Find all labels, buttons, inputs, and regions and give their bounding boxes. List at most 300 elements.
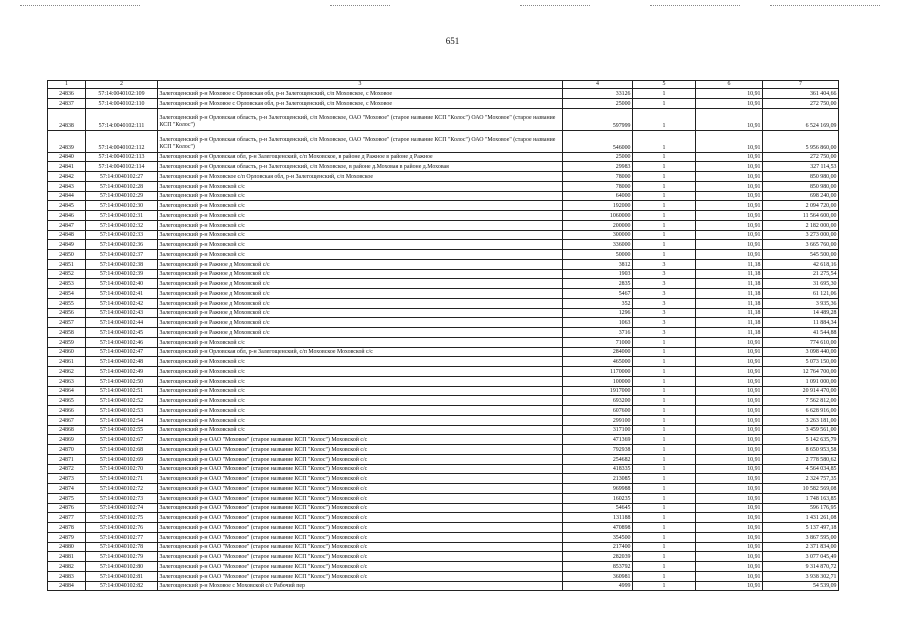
cadastral-number: 57:14:0040102:54 [86,415,158,425]
row-number: 24848 [48,230,86,240]
cadastral-number: 57:14:0040102:112 [86,130,158,152]
coefficient: 1 [633,445,696,455]
location-description: Залегощенский р-н ОАО "Моховое" (старое название КСП "Колос") Моховской с/с [158,503,563,513]
coefficient: 1 [633,191,696,201]
location-description: Залегощенский р-н Моховской с/с [158,240,563,250]
row-number: 24884 [48,581,86,591]
area: 471369 [563,435,633,445]
table-row [48,454,839,464]
area: 160235 [563,493,633,503]
location-description: Залегощенский р-н Ражное д Моховской с/с [158,259,563,269]
coefficient: 3 [633,269,696,279]
cadastral-value: 9 314 870,72 [763,562,839,572]
cadastral-value: 2 778 580,62 [763,454,839,464]
location-description: Залегощенский р-н ОАО "Моховое" (старое название КСП "Колос") Моховской с/с [158,435,563,445]
cadastral-value: 5 142 635,79 [763,435,839,445]
area: 1063 [563,318,633,328]
row-number: 24883 [48,571,86,581]
table-row [48,396,839,406]
cadastral-value: 698 240,00 [763,191,839,201]
cadastral-value: 4 564 034,85 [763,464,839,474]
location-description: Залегощенский р-н Моховской с/с [158,425,563,435]
location-description: Залегощенский р-н Орловская обл, р-н Залегощенский, с/п Моховское, в районе д Ражное в районе д Ражное [158,152,563,162]
area: 71000 [563,337,633,347]
coefficient: 1 [633,396,696,406]
cadastral-value: 12 764 700,00 [763,367,839,377]
cadastral-value: 2 371 834,00 [763,542,839,552]
cadastral-number: 57:14:0040102:51 [86,386,158,396]
coefficient: 3 [633,289,696,299]
area: 597999 [563,108,633,130]
column-header: 5 [633,81,696,89]
location-description: Залегощенский р-н Орловская обл, р-н Залегощенский, с/п Моховское Моховской с/с [158,347,563,357]
coefficient: 3 [633,279,696,289]
cadastral-number: 57:14:0040102:37 [86,250,158,260]
area: 54645 [563,503,633,513]
row-number: 24858 [48,328,86,338]
location-description: Залегощенский р-н Моховской с/с [158,220,563,230]
coefficient: 1 [633,474,696,484]
table-row [48,503,839,513]
row-number: 24874 [48,484,86,494]
cadastral-number: 57:14:0040102:44 [86,318,158,328]
area: 360981 [563,571,633,581]
cadastral-value: 8 650 953,58 [763,445,839,455]
coefficient: 1 [633,562,696,572]
row-number: 24853 [48,279,86,289]
location-description: Залегощенский р-н ОАО "Моховое" (старое название КСП "Колос") Моховской с/с [158,474,563,484]
cadastral-number: 57:14:0040102:28 [86,181,158,191]
cadastral-value: 3 263 181,00 [763,415,839,425]
scan-noise [650,5,740,8]
location-description: Залегощенский р-н Моховской с/с [158,415,563,425]
row-number: 24847 [48,220,86,230]
location-description: Залегощенский р-н Ражное д Моховской с/с [158,328,563,338]
area: 607600 [563,406,633,416]
coefficient: 1 [633,211,696,221]
location-description: Залегощенский р-н Моховской с/с [158,230,563,240]
cadastral-number: 57:14:0040102:82 [86,581,158,591]
table-row [48,308,839,318]
rate: 10,91 [696,337,763,347]
area: 418335 [563,464,633,474]
cadastral-number: 57:14:0040102:67 [86,435,158,445]
location-description: Залегощенский р-н ОАО "Моховое" (старое название КСП "Колос") Моховской с/с [158,445,563,455]
rate: 10,91 [696,347,763,357]
rate: 10,91 [696,376,763,386]
table-row [48,425,839,435]
table-row [48,367,839,377]
location-description: Залегощенский р-н Моховской с/с [158,250,563,260]
location-description: Залегощенский р-н Ражное д Моховской с/с [158,279,563,289]
rate: 11,18 [696,298,763,308]
cadastral-number: 57:14:0040102:43 [86,308,158,318]
coefficient: 1 [633,513,696,523]
coefficient: 1 [633,454,696,464]
cadastral-value: 2 094 720,00 [763,201,839,211]
location-description: Залегощенский р-н Моховской с/с [158,406,563,416]
table-row [48,386,839,396]
cadastral-value: 6 628 916,00 [763,406,839,416]
cadastral-number: 57:14:0040102:48 [86,357,158,367]
row-number: 24840 [48,152,86,162]
location-description: Залегощенский р-н Ражное д Моховской с/с [158,269,563,279]
cadastral-number: 57:14:0040102:73 [86,493,158,503]
rate: 10,91 [696,523,763,533]
cadastral-value: 3 935,36 [763,298,839,308]
area: 100000 [563,376,633,386]
cadastral-value: 3 459 561,00 [763,425,839,435]
coefficient: 1 [633,357,696,367]
cadastral-value: 5 956 860,00 [763,130,839,152]
location-description: Залегощенский р-н ОАО "Моховое" (старое название КСП "Колос") Моховской с/с [158,542,563,552]
rate: 10,91 [696,191,763,201]
table-row [48,191,839,201]
coefficient: 1 [633,503,696,513]
cadastral-number: 57:14:0040102:49 [86,367,158,377]
rate: 10,91 [696,445,763,455]
table-row [48,130,839,152]
location-description: Залегощенский р-н Моховской с/с [158,386,563,396]
coefficient: 1 [633,484,696,494]
rate: 10,91 [696,484,763,494]
coefficient: 1 [633,181,696,191]
table-row [48,230,839,240]
coefficient: 1 [633,552,696,562]
cadastral-number: 57:14:0040102:41 [86,289,158,299]
rate: 10,91 [696,367,763,377]
location-description: Залегощенский р-н Моховской с/с [158,191,563,201]
cadastral-number: 57:14:0040102:113 [86,152,158,162]
location-description: Залегощенский р-н ОАО "Моховое" (старое название КСП "Колос") Моховской с/с [158,523,563,533]
table-row [48,493,839,503]
row-number: 24862 [48,367,86,377]
location-description: Залегощенский р-н Ражное д Моховской с/с [158,318,563,328]
cadastral-number: 57:14:0040102:76 [86,523,158,533]
area: 131188 [563,513,633,523]
rate: 10,91 [696,211,763,221]
row-number: 24842 [48,172,86,182]
cadastral-number: 57:14:0040102:74 [86,503,158,513]
table-row [48,328,839,338]
location-description: Залегощенский р-н Орловская область, р-н Залегощенский, с/п Моховское, ОАО "Моховое" (старое название КСП "Колос") ОАО "Моховое" (старое название КСП "Колос") [158,130,563,152]
location-description: Залегощенский р-н ОАО "Моховое" (старое название КСП "Колос") Моховской с/с [158,562,563,572]
rate: 10,91 [696,220,763,230]
coefficient: 1 [633,98,696,108]
rate: 11,18 [696,318,763,328]
cadastral-value: 11 564 600,00 [763,211,839,221]
rate: 10,91 [696,542,763,552]
coefficient: 3 [633,298,696,308]
row-number: 24849 [48,240,86,250]
cadastral-number: 57:14:0040102:47 [86,347,158,357]
cadastral-number: 57:14:0040102:42 [86,298,158,308]
cadastral-value: 850 980,00 [763,181,839,191]
row-number: 24860 [48,347,86,357]
area: 33126 [563,89,633,99]
rate: 10,91 [696,162,763,172]
location-description: Залегощенский р-н Орловская область, р-н Залегощенский, с/п Моховское, ОАО "Моховое" (старое название КСП "Колос") ОАО "Моховое" (старое название КСП "Колос") [158,108,563,130]
cadastral-number: 57:14:0040102:38 [86,259,158,269]
table-row [48,211,839,221]
coefficient: 3 [633,318,696,328]
table-row [48,376,839,386]
location-description: Залегощенский р-н ОАО "Моховое" (старое название КСП "Колос") Моховской с/с [158,552,563,562]
rate: 11,18 [696,269,763,279]
cadastral-value: 54 539,09 [763,581,839,591]
cadastral-value: 7 562 812,00 [763,396,839,406]
rate: 10,91 [696,532,763,542]
rate: 10,91 [696,172,763,182]
table-row [48,484,839,494]
rate: 10,91 [696,464,763,474]
cadastral-number: 57:14:0040102:114 [86,162,158,172]
location-description: Залегощенский р-н Орловская область, р-н Залегощенский, с/п Моховское, в районе д.Моховая в районе д.Моховая [158,162,563,172]
rate: 10,91 [696,108,763,130]
table-row [48,108,839,130]
location-description: Залегощенский р-н Моховое с Орловская обл, р-н Залегощенский, с/п Моховское, с Моховое [158,89,563,99]
area: 1296 [563,308,633,318]
location-description: Залегощенский р-н ОАО "Моховое" (старое название КСП "Колос") Моховской с/с [158,454,563,464]
row-number: 24870 [48,445,86,455]
row-number: 24880 [48,542,86,552]
area: 3812 [563,259,633,269]
location-description: Залегощенский р-н ОАО "Моховое" (старое название КСП "Колос") Моховской с/с [158,571,563,581]
scan-noise [330,5,390,8]
coefficient: 1 [633,89,696,99]
row-number: 24865 [48,396,86,406]
cadastral-value: 1 091 000,00 [763,376,839,386]
rate: 10,91 [696,357,763,367]
area: 2835 [563,279,633,289]
location-description: Залегощенский р-н Ражное д Моховской с/с [158,308,563,318]
table-row [48,289,839,299]
row-number: 24876 [48,503,86,513]
area: 792938 [563,445,633,455]
row-number: 24875 [48,493,86,503]
table-row [48,220,839,230]
cadastral-value: 1 431 261,08 [763,513,839,523]
location-description: Залегощенский р-н ОАО "Моховое" (старое название КСП "Колос") Моховской с/с [158,484,563,494]
coefficient: 1 [633,162,696,172]
row-number: 24871 [48,454,86,464]
cadastral-number: 57:14:0040102:52 [86,396,158,406]
row-number: 24845 [48,201,86,211]
row-number: 24882 [48,562,86,572]
cadastral-value: 272 750,00 [763,152,839,162]
table-row [48,415,839,425]
cadastral-value: 5 073 150,00 [763,357,839,367]
rate: 10,91 [696,181,763,191]
coefficient: 1 [633,464,696,474]
location-description: Залегощенский р-н ОАО "Моховое" (старое название КСП "Колос") Моховской с/с [158,513,563,523]
scan-noise [20,5,140,8]
rate: 10,91 [696,435,763,445]
row-number: 24839 [48,130,86,152]
row-number: 24868 [48,425,86,435]
row-number: 24851 [48,259,86,269]
location-description: Залегощенский р-н Моховской с/с [158,337,563,347]
rate: 10,91 [696,503,763,513]
cadastral-value: 774 610,00 [763,337,839,347]
rate: 10,91 [696,581,763,591]
cadastral-number: 57:14:0040102:81 [86,571,158,581]
location-description: Залегощенский р-н Моховской с/с [158,376,563,386]
cadastral-number: 57:14:0040102:79 [86,552,158,562]
coefficient: 1 [633,152,696,162]
table-row [48,337,839,347]
location-description: Залегощенский р-н ОАО "Моховое" (старое название КСП "Колос") Моховской с/с [158,532,563,542]
area: 282039 [563,552,633,562]
coefficient: 1 [633,337,696,347]
row-number: 24881 [48,552,86,562]
coefficient: 1 [633,130,696,152]
area: 64000 [563,191,633,201]
area: 354500 [563,532,633,542]
cadastral-number: 57:14:0040102:77 [86,532,158,542]
cadastral-number: 57:14:0040102:70 [86,464,158,474]
coefficient: 1 [633,230,696,240]
location-description: Залегощенский р-н ОАО "Моховое" (старое название КСП "Колос") Моховской с/с [158,493,563,503]
cadastral-value: 14 489,28 [763,308,839,318]
area: 546000 [563,130,633,152]
table-row [48,89,839,99]
column-header: 1 [48,81,86,89]
coefficient: 1 [633,581,696,591]
cadastral-value: 272 750,00 [763,98,839,108]
area: 254682 [563,454,633,464]
area: 1917000 [563,386,633,396]
cadastral-value: 3 938 302,71 [763,571,839,581]
area: 336000 [563,240,633,250]
cadastral-number: 57:14:0040102:31 [86,211,158,221]
table-row [48,240,839,250]
cadastral-number: 57:14:0040102:53 [86,406,158,416]
rate: 10,91 [696,425,763,435]
cadastral-value: 31 695,30 [763,279,839,289]
area: 78000 [563,181,633,191]
cadastral-number: 57:14:0040102:45 [86,328,158,338]
area: 1060000 [563,211,633,221]
table-row [48,581,839,591]
row-number: 24852 [48,269,86,279]
cadastral-number: 57:14:0040102:111 [86,108,158,130]
cadastral-value: 2 182 000,00 [763,220,839,230]
row-number: 24855 [48,298,86,308]
cadastral-number: 57:14:0040102:75 [86,513,158,523]
table-row [48,181,839,191]
rate: 10,91 [696,201,763,211]
coefficient: 3 [633,259,696,269]
coefficient: 1 [633,415,696,425]
cadastral-value: 3 273 000,00 [763,230,839,240]
rate: 10,91 [696,89,763,99]
cadastral-value: 5 137 497,18 [763,523,839,533]
column-header: 6 [696,81,763,89]
area: 4999 [563,581,633,591]
cadastral-number: 57:14:0040102:55 [86,425,158,435]
header-row [48,81,839,89]
location-description: Залегощенский р-н Моховской с/с [158,367,563,377]
coefficient: 1 [633,532,696,542]
column-header: 4 [563,81,633,89]
location-description: Залегощенский р-н Моховской с/с [158,181,563,191]
row-number: 24850 [48,250,86,260]
area: 25000 [563,98,633,108]
area: 217400 [563,542,633,552]
cadastral-number: 57:14:0040102:46 [86,337,158,347]
row-number: 24841 [48,162,86,172]
rate: 10,91 [696,454,763,464]
table-row [48,474,839,484]
cadastral-value: 42 618,16 [763,259,839,269]
coefficient: 1 [633,523,696,533]
table-row [48,406,839,416]
page-number: 651 [445,36,460,46]
row-number: 24869 [48,435,86,445]
cadastral-number: 57:14:0040102:110 [86,98,158,108]
row-number: 24857 [48,318,86,328]
coefficient: 1 [633,201,696,211]
cadastral-value: 361 404,66 [763,89,839,99]
table-row [48,269,839,279]
area: 1903 [563,269,633,279]
area: 317100 [563,425,633,435]
coefficient: 1 [633,425,696,435]
cadastral-value: 21 275,54 [763,269,839,279]
scan-noise [770,5,880,8]
row-number: 24878 [48,523,86,533]
coefficient: 1 [633,172,696,182]
table-row [48,152,839,162]
area: 1170000 [563,367,633,377]
cadastral-value: 10 582 569,08 [763,484,839,494]
area: 352 [563,298,633,308]
coefficient: 1 [633,108,696,130]
row-number: 24879 [48,532,86,542]
table-row [48,201,839,211]
area: 78000 [563,172,633,182]
rate: 11,18 [696,279,763,289]
row-number: 24846 [48,211,86,221]
row-number: 24836 [48,89,86,99]
coefficient: 1 [633,386,696,396]
rate: 10,91 [696,571,763,581]
cadastral-number: 57:14:0040102:50 [86,376,158,386]
rate: 11,18 [696,328,763,338]
cadastral-value: 545 500,00 [763,250,839,260]
coefficient: 1 [633,250,696,260]
column-header: 7 [763,81,839,89]
rate: 11,18 [696,308,763,318]
table-row [48,162,839,172]
location-description: Залегощенский р-н Моховское с/п Орловская обл, р-н Залегощенский, с/п Моховское [158,172,563,182]
coefficient: 1 [633,435,696,445]
location-description: Залегощенский р-н Моховской с/с [158,201,563,211]
table-row [48,523,839,533]
cadastral-value: 3 867 595,00 [763,532,839,542]
table-row [48,347,839,357]
row-number: 24867 [48,415,86,425]
cadastral-number: 57:14:0040102:78 [86,542,158,552]
column-header: 3 [158,81,563,89]
area: 3716 [563,328,633,338]
location-description: Залегощенский р-н ОАО "Моховое" (старое название КСП "Колос") Моховской с/с [158,464,563,474]
area: 470898 [563,523,633,533]
coefficient: 1 [633,376,696,386]
cadastral-value: 3 077 045,49 [763,552,839,562]
rate: 10,91 [696,240,763,250]
